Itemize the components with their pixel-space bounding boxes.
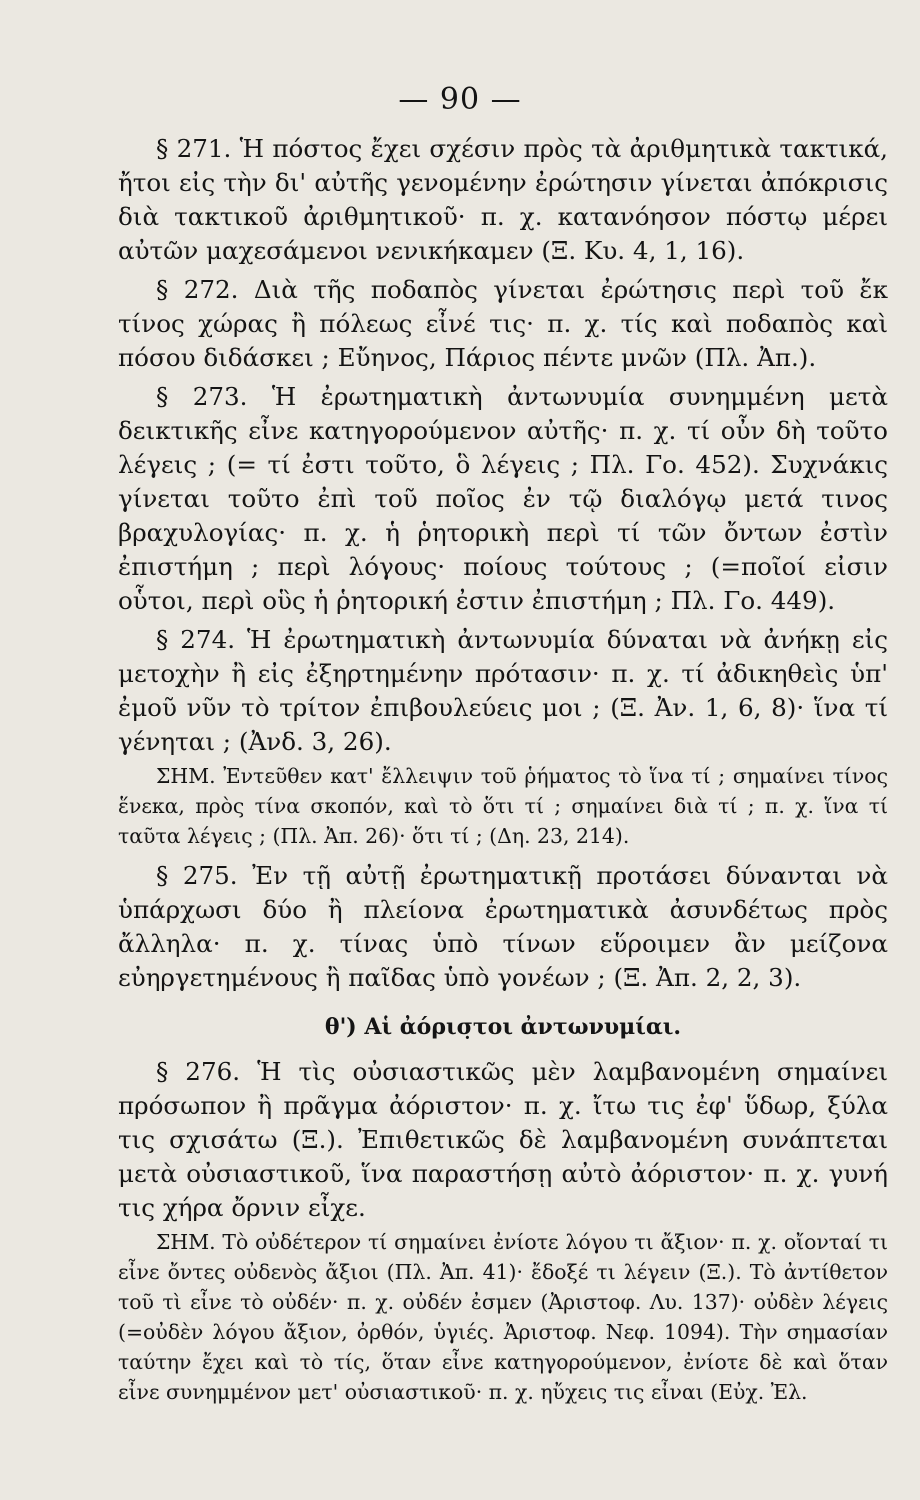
section-275: § 275. Ἐν τῇ αὐτῇ ἐρωτηματικῇ προτάσει δύνανται νὰ ὑπάρχωσι δύο ἢ πλείονα ἐρωτηματικὰ ἀσυνδέτως πρὸς ἄλληλα· π. χ. τίνας ὑπὸ τίνων εὕροιμεν ἂν μείζονα εὐηργετημένους ἢ παῖδας ὑπὸ γονέων ; (Ξ. Ἀπ. 2, 2, 3). — [118, 861, 888, 992]
section-276: § 276. Ἡ τὶς οὐσιαστικῶς μὲν λαμβανομένη σημαίνει πρόσωπον ἢ πρᾶγμα ἀόριστον· π. χ. ἴτω τις ἐφ' ὕδωρ, ξύλα τις σχισάτω (Ξ.). Ἐπιθετικῶς δὲ λαμβανομένη συνάπτεται μετὰ οὐσιαστικοῦ, ἵνα παραστήσῃ αὐτὸ ἀόριστον· π. χ. γυνή τις χήρα ὄρνιν εἶχε. — [118, 1057, 888, 1222]
section-272: § 272. Διὰ τῆς ποδαπὸς γίνεται ἐρώτησις περὶ τοῦ ἔκ τίνος χώρας ἢ πόλεως εἶνέ τις· π. χ. τίς καὶ ποδαπὸς καὶ πόσου διδάσκει ; Εὔηνος, Πάριος πέντε μνῶν (Πλ. Ἀπ.). — [118, 275, 888, 372]
page-body — [118, 132, 888, 1415]
section-271: § 271. Ἡ πόστος ἔχει σχέσιν πρὸς τὰ ἀριθμητικὰ τακτικά, ἤτοι εἰς τὴν δι' αὐτῆς γενομένην ἐρώτησιν γίνεται ἀπόκρισις διὰ τακτικοῦ ἀριθμητικοῦ· π. χ. κατανόησον πόστῳ μέρει αὐτῶν μαχεσάμενοι νενικήκαμεν (Ξ. Κυ. 4, 1, 16). — [118, 134, 888, 265]
page-number: — 90 — — [398, 82, 522, 117]
section-273: § 273. Ἡ ἐρωτηματικὴ ἀντωνυμία συνημμένη μετὰ δεικτικῆς εἶνε κατηγορούμενον αὐτῆς· π. χ. τί οὖν δὴ τοῦτο λέγεις ; (= τί ἐστι τοῦτο, ὃ λέγεις ; Πλ. Γο. 452). Συχνάκις γίνεται τοῦτο ἐπὶ τοῦ ποῖος ἐν τῷ διαλόγῳ μετά τινος βραχυλογίας· π. χ. ἡ ῥητορικὴ περὶ τί τῶν ὄντων ἐστὶν ἐπιστήμη ; περὶ λόγους· ποίους τούτους ; (=ποῖοί εἰσιν οὗτοι, περὶ οὓς ἡ ῥητορική ἐστιν ἐπιστήμη ; Πλ. Γο. 449). — [118, 382, 888, 615]
note-276: ΣΗΜ. Τὸ οὐδέτερον τί σημαίνει ἐνίοτε λόγου τι ἄξιον· π. χ. οἴονταί τι εἶνε ὄντες οὐδενὸς ἄξιοι (Πλ. Ἀπ. 41)· ἔδοξέ τι λέγειν (Ξ.). Τὸ ἀντίθετον τοῦ τὶ εἶνε τὸ οὐδέν· π. χ. οὐδέν ἐσμεν (Ἀριστοφ. Λυ. 137)· οὐδὲν λέγεις (=οὐδὲν λόγου ἄξιον, ὀρθόν, ὑγιές. Ἀριστοφ. Νεφ. 1094). Τὴν σημασίαν ταύτην ἔχει καὶ τὸ τίς, ὅταν εἶνε κατηγορούμενον, ἐνίοτε δὲ καὶ ὅταν εἶνε συνημμένον μετ' οὐσιαστικοῦ· π. χ. ηὔχεις τις εἶναι (Εὐχ. Ἐλ. — [118, 1230, 888, 1404]
note-274: ΣΗΜ. Ἐντεῦθεν κατ' ἔλλειψιν τοῦ ῥήματος τὸ ἵνα τί ; σημαίνει τίνος ἕνεκα, πρὸς τίνα σκοπόν, καὶ τὸ ὅτι τί ; σημαίνει διὰ τί ; π. χ. ἵνα τί ταῦτα λέγεις ; (Πλ. Ἀπ. 26)· ὅτι τί ; (Δη. 23, 214). — [118, 764, 888, 848]
section-274: § 274. Ἡ ἐρωτηματικὴ ἀντωνυμία δύναται νὰ ἀνήκῃ εἰς μετοχὴν ἢ εἰς ἐξηρτημένην πρότασιν· π. χ. τί ἀδικηθεὶς ὑπ' ἐμοῦ νῦν τὸ τρίτον ἐπιβουλεύεις μοι ; (Ξ. Ἀν. 1, 6, 8)· ἵνα τί γένηται ; (Ἀνδ. 3, 26). — [118, 625, 888, 756]
section-heading: θ') Αἱ ἀόρισ̣τοι ἀντωνυμίαι. — [324, 1014, 682, 1040]
